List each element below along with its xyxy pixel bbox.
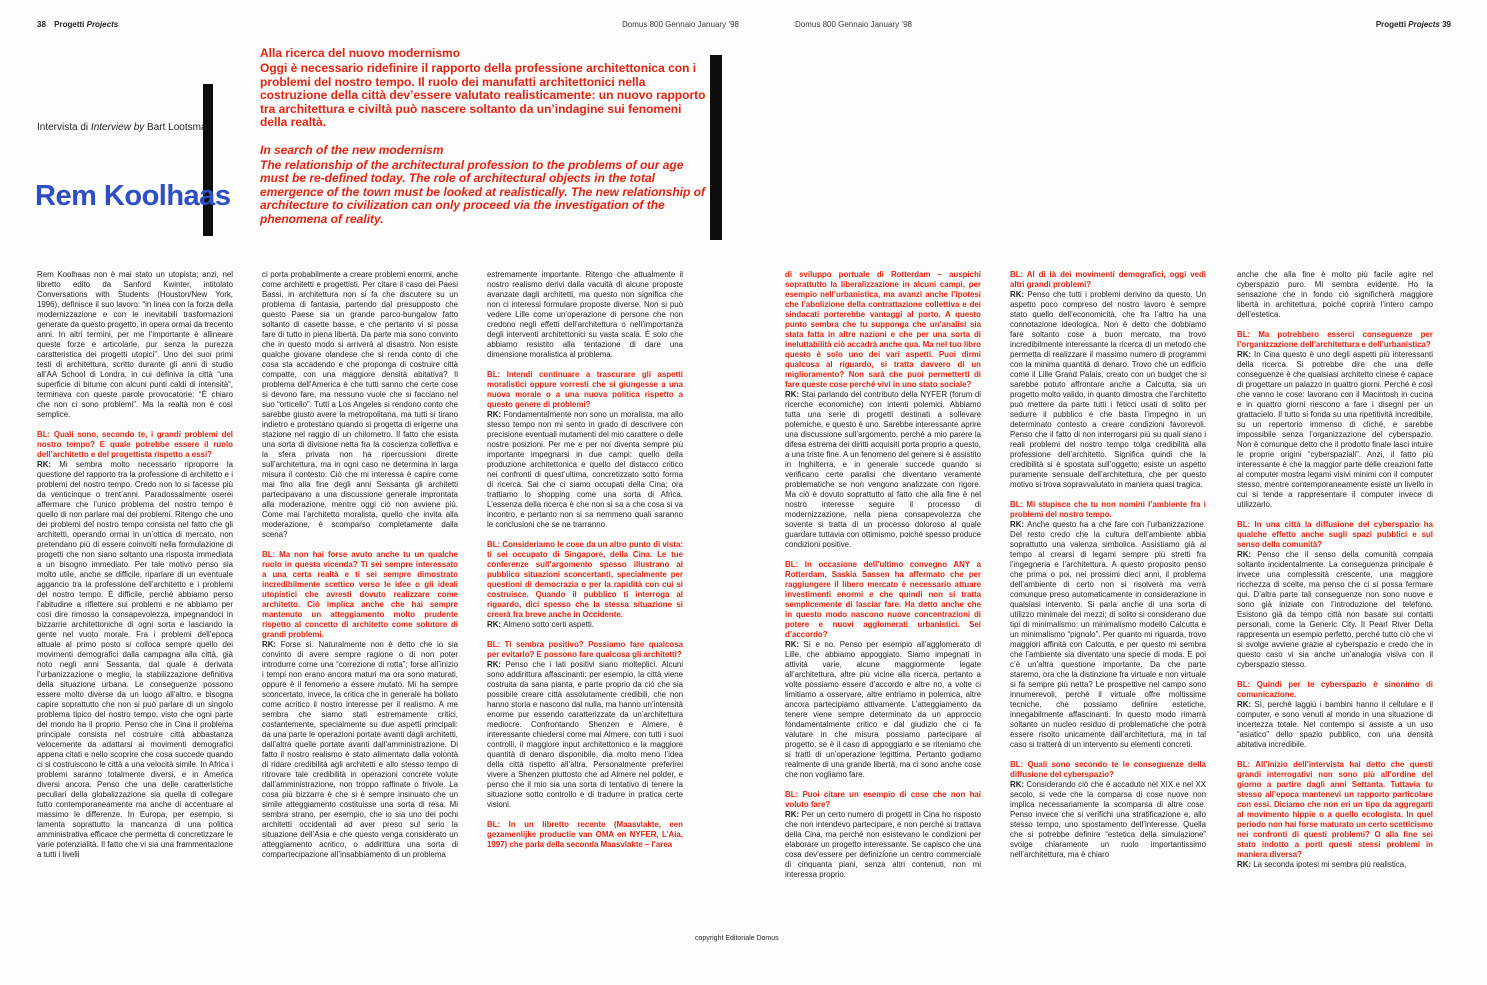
- speaker-label: RK:: [1237, 860, 1254, 869]
- byline-en-italic: Interview by: [90, 122, 145, 133]
- speaker-label: RK:: [1237, 350, 1255, 359]
- black-bar-left: [203, 84, 213, 236]
- interview-paragraph: ci porta probabilmente a creare problemi enormi, anche come architetti e progettisti. Per citare il caso dei Paesi Bassi, in architettura non si fa che discutere su un problema di fantasia, partendo dal presupposto che questo Paese sia un grande parco-bungalow fatto soltanto di casette basse, e che pertanto vi si possa fare di tutto in piena libertà. Da parte mia sono convinto che in questo modo si arriverà al disastro. Non esiste qualche giovane olandese che si renda conto di che cosa sta accadendo e che proponga di costruire città compatte, con una maggiore densità abitativa? Il problema dell’America è che tutti sanno che certe cose si devono fare, ma nessuno vuole che si facciano nel suo “orticello”. Tutti a Los Angeles si rendono conto che sarebbe giusto avere la metropolitana, ma tutti si tirano indietro e protestano quando si progetta di erigerne una stazione nel raggio di un chilometro. Il fatto che esista una sorta di divisione netta fra la coscienza collettiva e la sfera privata non ha ripercussioni dirette sull’architettura, ma in ogni caso ne determina in larga misura il contesto. Ciò che mi interessa è capire come mai fino alla fine degli anni Sessanta gli architetti partecipavano a una discussione generale improntata alla moderazione, mentre oggi ciò non avviene più. Come mai l’architetto moralista, quello che invita alla moderazione, è scomparso completamente dalla scena?: [262, 270, 458, 539]
- interview-paragraph: RK: Per un certo numero di progetti in Cina ho risposto che non intendevo partecipare, e non perché si trattava della Cina, ma perché non esistevano le condizioni per elaborare un progetto interessante. Se capisco che una cosa dev’essere per definizione un centro commerciale di cinquanta piani, senza altri contenuti, non mi interessa proprio.: [785, 810, 981, 879]
- interview-question: BL: All’inizio dell’intervista hai detto che questi grandi interrogativi non sono più all’ordine del giorno a partire dagli anni Settanta. Tuttavia tu stesso all’epoca mantenevi un rapporto particolare con essi. Diciamo che non eri un tipo da aggregarti al movimento hippie o a quello ecologista. In quel periodo non hai forse maturato un certo scetticismo nei confronti di questi problemi? O alla fine sei stato indotto a porti questi stessi problemi in maniera diversa?: [1237, 760, 1433, 859]
- interview-paragraph: estremamente importante. Ritengo che attualmente il nostro realismo derivi dalla vacuità di alcune proposte avanzate dagli architetti, ma questo non significa che non ci interessi formulare proposte diverse. Non si può vedere Lille come un’operazione di persone che non credono negli effetti dell’architettura o nell’importanza degli interventi architettonici su vasta scala. È solo che abbiamo resistito alla tentazione di dare una dimensione moralistica al problema.: [487, 270, 683, 359]
- speaker-label: BL:: [487, 540, 503, 549]
- speaker-label: BL:: [1237, 760, 1256, 769]
- standfirst: [260, 46, 706, 226]
- standfirst-body-it: Oggi è necessario ridefinire il rapporto della professione architettonica con i problemi del nostro tempo. Il ruolo dei manufatti architettonici nella costruzione della città dev’essere valutato realisticamente: un nuovo rapporto tra architettura e civiltà può nascere soltanto da un’indagine sui fenomeni della realtà.: [260, 61, 706, 129]
- text-column: [1237, 270, 1433, 938]
- interview-paragraph: RK: Considerando ciò che è accaduto nel XIX e nel XX secolo, si vede che la comparsa di cose nuove non implica necessariamente la scomparsa di altre cose. Penso invece che si verifichi una stratificazione e, allo stesso tempo, uno spostamento dell’interesse. Quella che si potrebbe definire “estetica della simulazione” svolge chiaramente un ruolo importantissimo nell’architettura, ma è chiaro: [1010, 780, 1206, 859]
- speaker-label: BL:: [37, 430, 54, 439]
- issue-header-left-page: Domus 800 Gennaio January ’98: [622, 20, 739, 29]
- interview-paragraph: Rem Koolhaas non è mai stato un utopista; anzi, nel libretto edito da Sanford Kwinter, intitolato Conversations with Students (Houston/New York, 1996), definisce il suo lavoro: “in linea con la forza della modernizzazione e con le inevitabili trasformazioni generate da questo progetto, in opera ormai da trecento anni. In altri termini, per me l’importante è allineare queste forze e articolarle, pur senza la purezza caratteristica dei progetti utopici”. Uno dei suoi primi testi di architettura, scritto durante gli anni di studio all’AA School di Londra, in cui definiva la città “una superficie di bitume con alcuni punti caldi di intensità”, terminava con queste parole provocatorie: “È chiaro che non ci sono problemi”. Ma la realtà non è così semplice.: [37, 270, 233, 419]
- interview-question: BL: Ma non hai forse avuto anche tu un qualche ruolo in questa vicenda? Ti sei sempre interessato a una certa realtà e ti sei sempre dimostrato incredibilmente scettico verso le idee o gli ideali utopistici che avresti dovuto realizzare come architetto. Ciò implica anche che hai sempre mantenuto un atteggiamento molto prudente rispetto al concetto di architetto come solutore di grandi problemi.: [262, 550, 458, 639]
- text-column: [1010, 270, 1206, 938]
- speaker-label: RK:: [785, 640, 804, 649]
- interview-question: BL: Quindi per te cyberspazio è sinonimo di comunicazione.: [1237, 680, 1433, 699]
- speaker-label: RK:: [785, 390, 802, 399]
- interview-paragraph: RK: Almeno sotto certi aspetti.: [487, 620, 595, 629]
- interview-paragraph: RK: Fondamentalmente non sono un moralista, ma allo stesso tempo non mi sento in grado di descrivere con precisione eventuali mutamenti del mio carattere o delle nostre posizioni. Per me e per noi diventa sempre più importante impegnarsi in due campi: quello della produzione architettonica e quello del distacco critico nei confronti di quest’ultima, concretizzato sotto forma di ricerca. Sai che ci siamo occupati della Cina; ora trattiamo lo shopping come una sorta di Africa. L’essenza della ricerca è che non si sa a che cosa si va incontro, e pertanto non si sa nemmeno quali saranno le conclusioni che se ne trarranno.: [487, 410, 683, 529]
- interview-paragraph: RK: Penso che il senso della comunità compaia soltanto incidentalmente. La conseguenza principale è invece una complessità crescente, una maggiore ricchezza di scelte, ma penso che ci si possa fermare qui. D’altra parte tali conseguenze non sono nuove e sono già iniziate con l’introduzione del telefono. Esistono già da tempo città non basate sui contatti personali, come la Generic City. Il Pearl River Delta rappresenta un esempio perfetto, perché tutto ciò che vi si svolge avviene grazie al cyberspazio e credo che in questo caso vi sia anche un’analogia visiva con il cyberspazio stesso.: [1237, 550, 1433, 669]
- byline: [37, 122, 207, 133]
- section-label-left-italic: Projects: [86, 20, 119, 29]
- interview-paragraph: RK: Mi sembra molto necessario riproporre la questione del rapporto tra la professione di architetto e i problemi del nostro tempo. Credo non lo si facesse più da venticinque o trent’anni. Paradossalmente oserei affermare che l’unico problema del nostro tempo è quello di non parlare mai dei problemi. Ritengo che uno dei problemi del nostro tempo consista nel fatto che gli architetti, operando ormai in un’ottica di mercato, non pretendano più di essere coinvolti nella formulazione di progetti che non siano soltanto una risposta immediata a un bisogno immediato. Per tale motivo penso sia molto utile, anche se difficile, riparlare di un eventuale aggancio tra la professione dell’architetto e i problemi del nostro tempo. È difficile, perché abbiamo perso l’abitudine a riflettere sui problemi e ne abbiamo per così dire rimosso la consapevolezza, impegnandoci in bizzarrie architettoniche di ogni sorta e lasciando la gente nel vuoto morale. Fra i problemi dell’epoca attuale al primo posto si colloca sempre quello dei movimenti demografici dalla campagna alla città, già noto negli anni Sessanta, dal quale è derivata l’urbanizzazione o meglio, la stabilizzazione definitiva della situazione urbana. Le conseguenze possono essere molto diverse da un luogo all’altro, e bisogna capire soprattutto che non si può parlare di un singolo problema tipico del nostro tempo, visto che ogni parte del mondo ha il proprio. Penso che in Cina il problema principale consista nel costruire città abbastanza velocemente da adattarsi ai movimenti demografici appena citati e nello scoprire che cosa succede quando ci si costruiscono le città a una velocità simile. In Africa i problemi saranno totalmente diversi, e in America diversi ancora. Penso che una delle caratteristiche peculiari della globalizzazione sia quella di collegare tutto contemporaneamente ma anche di accentuare al massimo le differenze. In Europa, per esempio, si lamenta soprattutto la mancanza di una politica amministrativa efficace che permetta di concretizzare le varie potenzialità. Il fatto che vi sia una frammentazione a tutti i livelli: [37, 460, 233, 859]
- page-number-left: 38: [37, 20, 46, 29]
- issue-header-right-page: Domus 800 Gennaio January ’98: [795, 20, 912, 29]
- interview-question: BL: Quali sono, secondo te, i grandi problemi del nostro tempo? E quale potrebbe essere il ruolo dell’architetto e del progettista rispetto a essi?: [37, 430, 233, 459]
- speaker-label: RK:: [1010, 780, 1027, 789]
- speaker-label: BL:: [1010, 270, 1027, 279]
- interview-paragraph: RK: Forse sì. Naturalmente non è detto che io sia convinto di avere sempre ragione o di non poter introdurre come una “correzione di rotta”; forse all’inizio i tempi non erano ancora maturi ma ora sono maturati, oppure è il fenomeno a essere mutato. Mi ha sempre sconcertato, invece, la critica che in generale ha bollato come acritico il nostro interesse per il realismo. A me sembra che siamo stati estremamente critici, costantemente, specialmente su due aspetti principali: da una parte le operazioni portate avanti dagli architetti, dall’altra quelle portate avanti dall’amministrazione. Di fatto il nostro realismo è stato alimentato dalla volontà di ridare credibilità agli architetti e allo stesso tempo di ritrovare tale credibilità in operazioni concrete volute dall’amministrazione, non troppo raffinate o frivole. La cosa più bizzarra è che si è sempre insinuato che un simile atteggiamento costituisse una sorta di resa. Mi sembra strano, per esempio, che io sia uno dei pochi architetti occidentali ad aver preso sul serio la situazione dell’Asia e che questo venga considerato un atteggiamento acritico, o addirittura una sorta di compartecipazione all’insabbiamento di un problema: [262, 640, 458, 859]
- interview-paragraph: RK: Stai parlando del contributo della NYFER (forum di ricerche economiche) con intenti polemici. Abbiamo tutta una serie di progetti destinati a sollevare polemiche, e questo è uno. Sarebbe interessante aprire una discussione sull’argomento, perché a mio parere la difesa estrema dei diritti acquisiti porta proprio a questo, a una triste fine. A un fenomeno del genere si è assistito in Inghilterra, e in generale succede quando si verificano certe paralisi che diventano veramente problematiche se non vengono analizzate con rigore. Ma ciò è dovuto soprattutto al fatto che alla fine è nel nostro interesse seguire il processo di modernizzazione, nella piena consapevolezza che sovente si tratta di un processo doloroso al quale guardare tuttavia con ottimismo, poiché spesso produce condizioni positive.: [785, 390, 981, 549]
- speaker-label: BL:: [487, 370, 507, 379]
- speaker-label: BL:: [1010, 760, 1028, 769]
- speaker-label: RK:: [1237, 550, 1258, 559]
- speaker-label: BL:: [487, 640, 505, 649]
- standfirst-gap: [260, 130, 706, 143]
- interview-question: BL: Ma potrebbero esserci conseguenze per l’organizzazione dell’architettura e dell’urbanistica?: [1237, 330, 1433, 349]
- section-label-right-italic: Projects: [1408, 20, 1440, 29]
- section-label-right: [1376, 20, 1440, 29]
- page-header-left: [37, 20, 118, 29]
- page-number-right: 39: [1442, 20, 1451, 29]
- interview-question: BL: Puoi citare un esempio di cose che non hai voluto fare?: [785, 790, 981, 809]
- interview-question: BL: In una città la diffusione del cyberspazio ha qualche effetto anche sugli spazi pubblici e sul senso della comunità?: [1237, 520, 1433, 549]
- text-column: [487, 270, 683, 938]
- text-column: [37, 270, 233, 938]
- speaker-label: RK:: [487, 410, 504, 419]
- interview-question: BL: Al di là dei movimenti demografici, oggi vedi altri grandi problemi?: [1010, 270, 1206, 289]
- speaker-label: RK:: [1010, 290, 1028, 299]
- speaker-label: RK:: [487, 620, 504, 629]
- section-label-left: [54, 20, 118, 29]
- interview-question: BL: Intendi continuare a trascurare gli aspetti moralistici oppure vorresti che si giungesse a una nuova morale o a una nuova politica rispetto a questo genere di problemi?: [487, 370, 683, 409]
- copyright-credit: copyright Editoriale Domus: [695, 935, 779, 942]
- interview-paragraph: anche che alla fine è molto più facile agire nel cyberspazio puro. Mi sembra evidente. Ho la sensazione che in fondo ciò significherà maggiore libertà in architettura, poiché coprirà l’intero campo dell’estetica.: [1237, 270, 1433, 319]
- speaker-label: BL:: [785, 560, 805, 569]
- section-label-right-roman: Progetti: [1375, 20, 1407, 29]
- byline-author: Bart Lootsma: [144, 122, 207, 133]
- speaker-label: BL:: [1010, 500, 1027, 509]
- interview-question: BL: Consideriamo le cose da un altro punto di vista: ti sei occupato di Singapore, della Cina. Le tue conferenze sull’argomento spesso illustrano al pubblico situazioni sconcertanti, specialmente per questioni di democrazia o per la rapidità con cui si costruisce. Quando il pubblico ti interroga al riguardo, dici spesso che la stessa situazione si creerà fra breve anche in Occidente.: [487, 540, 683, 619]
- standfirst-heading-it: Alla ricerca del nuovo modernismo: [260, 46, 461, 60]
- interview-question: di sviluppo portuale di Rotterdam – auspichi soprattutto la liberalizzazione in alcuni campi, per esempio nell’urbanistica, ma avanzi anche l’ipotesi che l’abolizione della contrattazione collettiva e dei sindacati porterebbe vantaggi al porto. A questo punto sembra che tu supponga che un’analisi sia stata fatta in altre nazioni e che per una sorta di ineluttabilità ciò accadrà anche qua. Ma nel tuo libro questo è solo uno dei vari aspetti. Puoi dirmi qualcosa al riguardo, si tratta davvero di un miglioramento? Non sarà che puoi permetterti di fare queste cose perché vivi in uno stato sociale?: [785, 270, 981, 389]
- page-header-right: [1376, 20, 1457, 29]
- interview-question: BL: Quali sono secondo te le conseguenze della diffusione del cyberspazio?: [1010, 760, 1206, 779]
- article-title: Rem Koolhaas: [35, 180, 231, 212]
- interview-question: BL: Ti sembra positivo? Possiamo fare qualcosa per evitarlo? E possono fare qualcosa gli architetti?: [487, 640, 683, 659]
- speaker-label: BL:: [487, 820, 509, 829]
- interview-paragraph: RK: In Cina questo è uno degli aspetti più interessanti della ricerca. Si potrebbe dire che una delle conseguenze è che qualsiasi architetto cinese è capace di progettare un palazzo in quattro giorni. Perché è così che vanno le cose: lavorano con il Macintosh in cucina e in quattro giorni riescono a fare i disegni per un grattacielo. Il tutto si fonda su una ripetitività incredibile, su un repertorio immenso di cliché, e sarebbe impossibile senza l’organizzazione del cyberspazio. Non è comunque detto che il prodotto finale lasci intuire le proprie origini “cyberspaziali”. Anzi, il fatto più interessante è che la maggior parte delle creazioni fatte al computer mostra legami visivi minimi con il computer stesso, mentre contemporaneamente esiste un livello in cui si tende a rappresentare il computer invece di utilizzarlo.: [1237, 350, 1433, 509]
- speaker-label: BL:: [262, 550, 280, 559]
- speaker-label: RK:: [1237, 700, 1255, 709]
- interview-question: BL: Mi stupisce che tu non nomini l’ambiente fra i problemi del nostro tempo.: [1010, 500, 1206, 519]
- speaker-label: RK:: [37, 460, 60, 469]
- interview-paragraph: RK: Sì, perché laggiù i bambini hanno il cellulare e il computer, e sono venuti al mondo in una situazione di incertezza totale. Nel contempo si assiste a un uso “asiatico” dello spazio pubblico, con una densità abitativa incredibile.: [1237, 700, 1433, 749]
- interview-paragraph: RK: Sì e no. Penso per esempio all’agglomerato di Lille, che abbiamo appoggiato. Siamo impegnati in attività varie, alcune maggiormente legate all’architettura, altre più vicine alla ricerca, pertanto a volte possiamo essere d’accordo e altre no, a volte ci limitiamo a osservare, altre entriamo in polemica, altre ancora partecipiamo attivamente. L’atteggiamento da tenere viene sempre determinato da un approccio fondamentalmente critico e dal giudizio che ci fa valutare in che misura possiamo partecipare al progetto, se è il caso di appoggiarlo e se riteniamo che si tratti di un’operazione legittima. Pertanto godiamo realmente di una grande libertà, ma ci sono anche cose che non vogliamo fare.: [785, 640, 981, 779]
- interview-paragraph: RK: La seconda ipotesi mi sembra più realistica,: [1237, 860, 1407, 869]
- speaker-label: RK:: [262, 640, 281, 649]
- speaker-label: BL:: [1237, 520, 1255, 529]
- section-label-left-roman: Progetti: [54, 20, 85, 29]
- standfirst-heading-en: In search of the new modernism: [260, 142, 444, 157]
- interview-paragraph: RK: Penso che tutti i problemi derivino da questo. Un aspetto poco compreso del nostro lavoro è sempre stato quello dell’economicità, che fra l’altro ha una connotazione ideologica. Non è detto che dobbiamo fare soltanto cose a buon mercato, ma trovo incredibilmente interessante la ricerca di un metodo che permetta di realizzare il massimo numero di programmi con la minima quantità di denaro. Trovo che un edificio come il Lille Grand Palais, creato con un budget che si sarebbe potuto affrontare anche a Calcutta, sia un progetto molto valido, in quanto dimostra che l’architetto può mettere da parte tutti i feticci usati di solito per sedurre il pubblico e che basta l’impegno in un determinato contesto a creare condizioni favorevoli. Penso che il fatto di non interrogarsi più su quali siano i reali problemi del nostro tempo tolga credibilità alla professione dell’architetto. Significa quindi che la credibilità si è spostata sull’oggetto; esiste un aspetto puramente sensuale dell’architettura, che per questo motivo si trova sopravvalutato in maniera quasi tragica.: [1010, 290, 1206, 489]
- interview-question: BL: In occasione dell’ultimo convegno ANY a Rotterdam, Saskia Sassen ha affermato che per raggiungere il libero mercato è necessario attuare investimenti enormi e che quindi non si tratta semplicemente di lasciar fare. Ha detto anche che in questo modo nascono nuove concentrazioni di potere e nuovi agglomerati urbanistici. Sei d’accordo?: [785, 560, 981, 639]
- text-column: [262, 270, 458, 938]
- interview-paragraph: RK: Penso che i lati positivi siano molteplici. Alcuni sono addirittura affascinanti: per esempio, la città viene costruita da sana pianta, e parte proprio da ciò che sia possibile creare città assolutamente credibili, che non hanno storia e nascono dal nulla, ma hanno un’intensità enorme pur essendo caratterizzate da un’architettura mediocre. Confrontando Shenzen e Almere, è interessante chiedersi come mai Almere, con tutti i suoi controlli, il maggiore input architettonico e la maggiore quantità di denaro disponibile, dia molto meno l’idea della città rispetto all’altra. Personalmente preferirei vivere a Shenzen piuttosto che ad Almere nel polder, e penso che il mio sia una sorta di tentativo di tenere la situazione sotto controllo e di tradurre in pratica certe visioni.: [487, 660, 683, 809]
- speaker-label: BL:: [785, 790, 803, 799]
- speaker-label: BL:: [1237, 680, 1257, 689]
- speaker-label: RK:: [785, 810, 802, 819]
- black-bar-gutter: [710, 55, 722, 240]
- standfirst-body-en: The relationship of the architectural profession to the problems of our age must be re-defined today. The role of architectural objects in the total emergence of the town must be looked at realistically. The new relationship of architecture to civilization can only proceed via the investigation of the phenomena of reality.: [260, 157, 705, 226]
- text-column: [785, 270, 981, 938]
- byline-it: Intervista di: [37, 122, 91, 133]
- interview-paragraph: RK: Anche questo ha a che fare con l’urbanizzazione. Del resto credo che la cultura dell’ambiente abbia soprattutto una valenza simbolica. Assistiamo già al tempo al crearsi di legami sempre più stretti fra l’ingegneria e l’architettura. A questo proposito penso che prima o poi, nei prossimi dieci anni, il problema dell’ambiente di certo non si risolverà ma verrà comunque preso automaticamente in considerazione in qualsiasi intervento. Si parla anche di una sorta di utilizzo minimale dei mezzi; di solito si considerano due tipi di minimalismo: un minimalismo modello Calcutta e un minimalismo “pignolo”. Per quanto mi riguarda, trovo maggiori affinità con Calcutta, e per questo mi sembra che l’ambiente sia diventato una specie di moda. E poi c’è un’altra questione importante. Da che parte staremo, ora che la distinzione fra virtuale e non virtuale si fa sempre più netta? Le prospettive nel campo sono innumerevoli, perché il virtuale offre moltissime tecniche, che possiamo definire estetiche, innegabilmente affascinanti. In questo modo rimarrà soltanto un nucleo residuo di problematiche che potrà essere risolto unicamente dall’architettura, ma in tal caso si tratterà di un intervento su elementi concreti.: [1010, 520, 1206, 749]
- speaker-label: RK:: [487, 660, 506, 669]
- interview-question: BL: In un libretto recente (Maasvlakte, een gezamenlijke productie van OMA en NYFER, L’Aia, 1997) che parla della seconda Maasvlakte – l’area: [487, 820, 683, 849]
- speaker-label: BL:: [1237, 330, 1259, 339]
- speaker-label: RK:: [1010, 520, 1028, 529]
